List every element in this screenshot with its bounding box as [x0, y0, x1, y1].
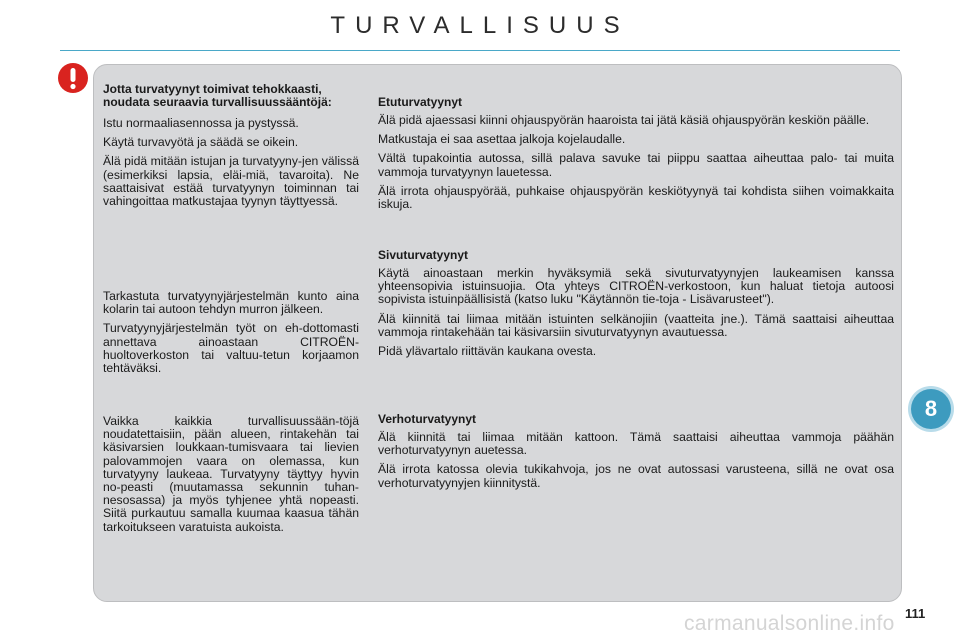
paragraph: Matkustaja ei saa asettaa jalkoja kojelaudalle.	[378, 132, 626, 147]
paragraph: Älä irrota katossa olevia tukikahvoja, jos ne ovat autossasi varusteena, sillä ne ovat osa verhoturvatyynyjen kiinnitystä.	[378, 462, 894, 490]
paragraph: Älä kiinnitä tai liimaa mitään kattoon. Tämä saattaisi aiheuttaa vammoja päähän verhoturvatyynyn auetessa.	[378, 430, 894, 458]
left-column-bottom	[103, 415, 359, 540]
paragraph: Käytä ainoastaan merkin hyväksymiä sekä sivuturvatyynyjen laukeamisen kanssa yhteensopivia istuinsuojia. Ota yhteys CITROËN-verkostoon, kun haluat tietoja autoosi sopivista istuinpäällisistä (katso luku "Käytännön tie-toja - Lisävarusteet").	[378, 266, 894, 307]
page-number: 111	[905, 606, 926, 621]
paragraph: Vältä tupakointia autossa, sillä palava savuke tai piippu saattaa aiheuttaa palo- tai muita vammoja turvatyynyn lauetessa.	[378, 151, 894, 179]
paragraph: Istu normaaliasennossa ja pystyssä.	[103, 116, 299, 130]
page-title: TURVALLISUUS	[330, 12, 630, 39]
left-column-middle	[103, 290, 359, 381]
safety-rules-heading: Jotta turvatyynyt toimivat tehokkaasti, noudata seuraavia turvallisuussääntöjä:	[103, 82, 332, 109]
left-column-top	[103, 83, 359, 214]
chapter-badge: 8	[911, 389, 951, 429]
title-divider	[60, 50, 900, 51]
paragraph: Älä kiinnitä tai liimaa mitään istuinten selkänojiin (vaatteita jne.). Tämä saattaisi aiheuttaa vammoja rintakehään tai käsivarsiin sivuturvatyynyn avautuessa.	[378, 311, 894, 339]
section-heading: Sivuturvatyynyt	[378, 248, 469, 262]
front-airbags-section	[378, 96, 894, 217]
paragraph: Pidä ylävartalo riittävän kaukana ovesta.	[378, 344, 597, 359]
section-heading: Verhoturvatyynyt	[378, 412, 477, 426]
watermark: carmanualsonline.info	[684, 612, 895, 635]
paragraph: Älä pidä mitään istujan ja turvatyyny-jen välissä (esimerkiksi lapsia, eläi-miä, tavaroita). Ne saattaisivat estää turvatyynyn toiminnan tai vahingoittaa matkustajaa tyynyn täyttyessä.	[103, 154, 359, 209]
paragraph: Käytä turvavyötä ja säädä se oikein.	[103, 135, 299, 150]
section-heading: Etuturvatyynyt	[378, 95, 463, 109]
curtain-airbags-section	[378, 413, 894, 496]
paragraph: Älä pidä ajaessasi kiinni ohjauspyörän haaroista tai jätä käsiä ohjauspyörän keskiön päälle.	[378, 113, 870, 127]
paragraph: Vaikka kaikkia turvallisuussään-töjä noudatettaisiin, pään alueen, rintakehän tai käsivarsien loukkaan-tumisvaara tai lievien palovammojen vaara on olemassa, kun turvatyyny laukeaa. Turvatyyny täyttyy hyvin no-peasti (muutamassa sekunnin tuhan-nesosassa) ja myös tyhjenee yhtä nopeasti. Siitä purkautuu samalla kuumaa kaasua tähän tarkoitukseen varatuista aukoista.	[103, 414, 359, 534]
exclamation-icon	[57, 62, 89, 94]
paragraph: Turvatyynyjärjestelmän työt on eh-dottomasti annettava ainoastaan CITROËN-huoltoverkoston tai valtuu-tetun korjaamon tehtäväksi.	[103, 321, 359, 376]
side-airbags-section	[378, 249, 894, 364]
paragraph: Älä irrota ohjauspyörää, puhkaise ohjauspyörän keskiötyynyä tai kohdista siihen voimakkaita iskuja.	[378, 183, 894, 212]
paragraph: Tarkastuta turvatyynyjärjestelmän kunto aina kolarin tai autoon tehdyn murron jälkeen.	[103, 289, 359, 317]
